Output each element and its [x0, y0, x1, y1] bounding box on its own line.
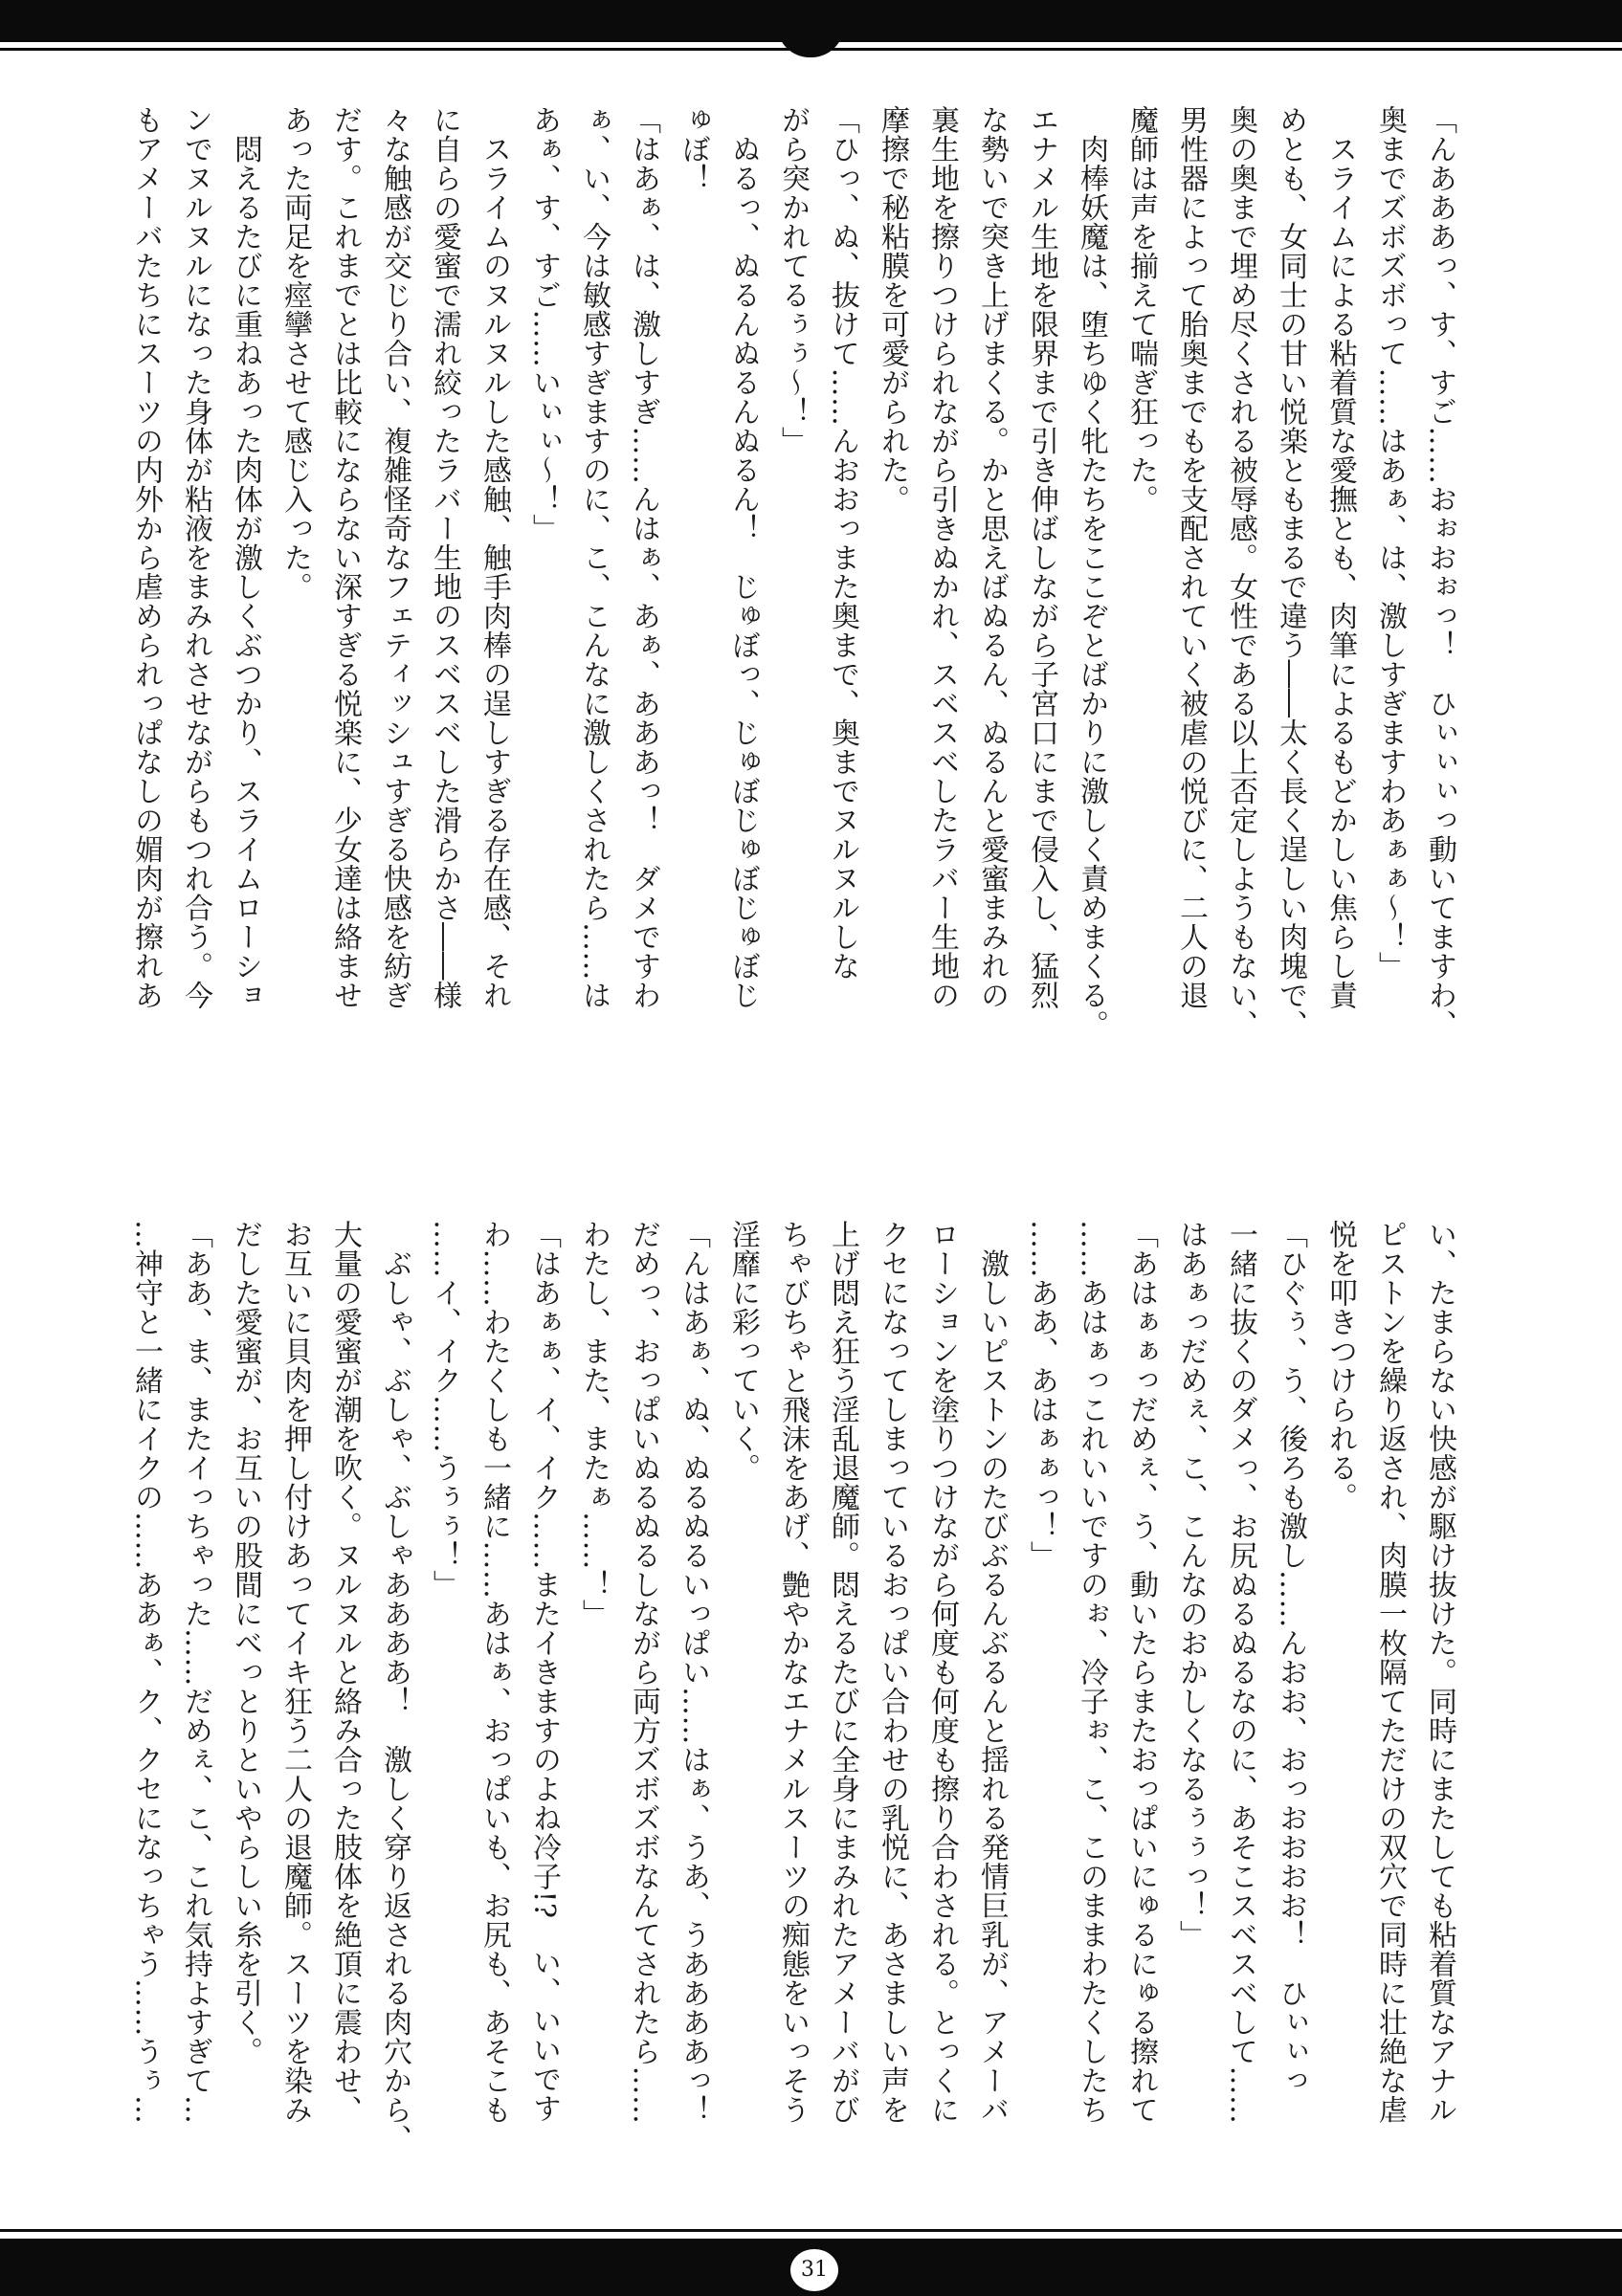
text-line: スライムのヌルヌルした感触、触手肉棒の逞しすぎる存在感、それ: [478, 105, 511, 1010]
text-line: 奥までズボズボって……はあぁ、は、激しすぎますわあぁぁ〜！」: [1373, 105, 1407, 981]
page-number: 31: [788, 2246, 841, 2294]
text-line: …神守と一緒にイクの……ああぁ、ク、クセになっちゃう……うぅ…: [129, 1220, 163, 2125]
text-line: な勢いで突き上げまくる。かと思えばぬるん、ぬるんと愛蜜まみれの: [975, 105, 1009, 1010]
text-line: あった両足を痙攣させて感じ入った。: [278, 105, 312, 602]
text-line: 「ひっ、ぬ、抜けて……んおおっまた奥まで、奥までヌルヌルしな: [826, 105, 859, 981]
upper-text-block: [129, 105, 1464, 1095]
text-line: 「はあぁぁ、イ、イク……またイきますのよね冷子!? い、いいです: [527, 1220, 561, 2124]
text-line: わ……わたくしも一緒に……あはぁ、おっぱいも、お尻も、あそこも: [478, 1220, 511, 2125]
text-line: めとも、女同士の甘い悦楽ともまるで違う――太く長く逞しい肉塊で、: [1274, 105, 1307, 1039]
text-line: 摩擦で秘粘膜を可愛がられた。: [876, 105, 909, 514]
lower-text-block: [129, 1220, 1464, 2210]
text-line: 々な触感が交じり合い、複雑怪奇なフェティッシュすぎる快感を紡ぎ: [378, 105, 411, 1010]
bottom-border-line: [0, 2229, 1622, 2232]
text-line: 「ひぐぅ、う、後ろも激し……んおお、おっおおおお！ ひぃぃっ: [1274, 1220, 1307, 2095]
text-line: がら突かれてるぅぅ〜！」: [776, 105, 810, 455]
text-line: ピストンを繰り返され、肉膜一枚隔てただけの双穴で同時に壮絶な虐: [1373, 1220, 1407, 2125]
text-line: 悦を叩きつけられる。: [1323, 1220, 1357, 1512]
text-line: ンでヌルヌルになった身体が粘液をまみれさせながらもつれ合う。今: [179, 105, 212, 1010]
top-border-notch: [777, 25, 844, 57]
text-line: わたし、また、またぁ……！」: [577, 1220, 611, 1628]
text-line: 一緒に抜くのダメっ、お尻ぬるぬるなのに、あそこスベスベして……: [1224, 1220, 1257, 2125]
text-line: エナメル生地を限界まで引き伸ばしながら子宮口にまで侵入し、猛烈: [1025, 105, 1058, 1010]
text-line: スライムによる粘着質な愛撫とも、肉筆によるもどかしい焦らし責: [1323, 105, 1357, 1010]
text-line: クセになってしまっているおっぱい合わせの乳悦に、あさましい声を: [876, 1220, 909, 2125]
text-line: 激しいピストンのたびぶるんぶるんと揺れる発情巨乳が、アメーバ: [975, 1220, 1009, 2125]
text-line: ぬるっ、ぬるんぬるんぬるん！ じゅぼっ、じゅぼじゅぼじゅぼじ: [726, 105, 760, 1010]
text-line: ちゃびちゃと飛沫をあげ、艶やかなエナメルスーツの痴態をいっそう: [776, 1220, 810, 2125]
text-line: 裏生地を擦りつけられながら引きぬかれ、スベスベしたラバー生地の: [925, 105, 959, 1010]
text-line: 奥の奥まで埋め尽くされる被辱感。女性である以上否定しようもない、: [1224, 105, 1257, 1039]
text-line: あぁ、す、すご……いぃぃ〜！」: [527, 105, 561, 543]
text-line: はあぁっだめぇ、こ、こんなのおかしくなるぅぅっ！」: [1174, 1220, 1208, 1950]
text-line: い、たまらない快感が駆け抜けた。同時にまたしても粘着質なアナル: [1423, 1220, 1456, 2125]
text-line: ……イ、イク……うぅぅ！」: [428, 1220, 461, 1600]
text-line: だめっ、おっぱいぬるぬるしながら両方ズボズボなんてされたら……: [627, 1220, 660, 2125]
text-line: 「はあぁ、は、激しすぎ……んはぁ、あぁ、あああっ！ ダメですわ: [627, 105, 660, 1010]
text-line: 上げ悶え狂う淫乱退魔師。悶えるたびに全身にまみれたアメーバがび: [826, 1220, 859, 2125]
text-line: 魔師は声を揃えて喘ぎ狂った。: [1124, 105, 1158, 514]
text-line: だした愛蜜が、お互いの股間にべっとりといやらしい糸を引く。: [229, 1220, 262, 2066]
text-line: 「んはあぁ、ぬ、ぬるぬるいっぱい……はぁ、うあ、うああああっ！: [677, 1220, 710, 2125]
text-line: お互いに貝肉を押し付けあってイキ狂う二人の退魔師。スーツを染み: [278, 1220, 312, 2125]
text-line: 大量の愛蜜が潮を吹く。ヌルヌルと絡み合った肢体を絶頂に震わせ、: [328, 1220, 362, 2125]
text-line: 「あはぁぁっだめぇ、う、動いたらまたおっぱいにゅるにゅる擦れて: [1124, 1220, 1158, 2125]
text-line: 「んあああっ、す、すご……おぉおぉっ！ ひぃぃぃっ動いてますわ、: [1423, 105, 1456, 1039]
top-border-line: [0, 48, 1622, 51]
text-line: 「ああ、ま、またイっちゃった……だめぇ、こ、これ気持よすぎて…: [179, 1220, 212, 2125]
text-line: 肉棒妖魔は、堕ちゆく牝たちをここぞとばかりに激しく責めまくる。: [1075, 105, 1108, 1039]
text-line: に自らの愛蜜で濡れ絞ったラバー生地のスベスベした滑らかさ――様: [428, 105, 461, 1010]
text-line: だす。これまでとは比較にならない深すぎる悦楽に、少女達は絡ませ: [328, 105, 362, 1010]
text-line: ……ああ、あはぁぁっ！」: [1025, 1220, 1058, 1570]
text-line: ローションを塗りつけながら何度も何度も擦り合わされる。とっくに: [925, 1220, 959, 2125]
text-line: 淫靡に彩っていく。: [726, 1220, 760, 1483]
text-line: 悶えるたびに重ねあった肉体が激しくぶつかり、スライムローショ: [229, 105, 262, 1010]
text-line: 男性器によって胎奥までもを支配されていく被虐の悦びに、二人の退: [1174, 105, 1208, 1010]
text-line: ……あはぁっこれいいですのぉ、冷子ぉ、こ、このままわたくしたち: [1075, 1220, 1108, 2125]
text-line: ぁ、い、今は敏感すぎますのに、こ、こんなに激しくされたら……は: [577, 105, 611, 1010]
text-line: ゅぼ！: [677, 105, 710, 193]
text-line: もアメーバたちにスーツの内外から虐められっぱなしの媚肉が擦れあ: [129, 105, 163, 1010]
text-line: ぶしゃ、ぶしゃ、ぶしゃああああ！ 激しく穿り返される肉穴から、: [378, 1220, 411, 2153]
